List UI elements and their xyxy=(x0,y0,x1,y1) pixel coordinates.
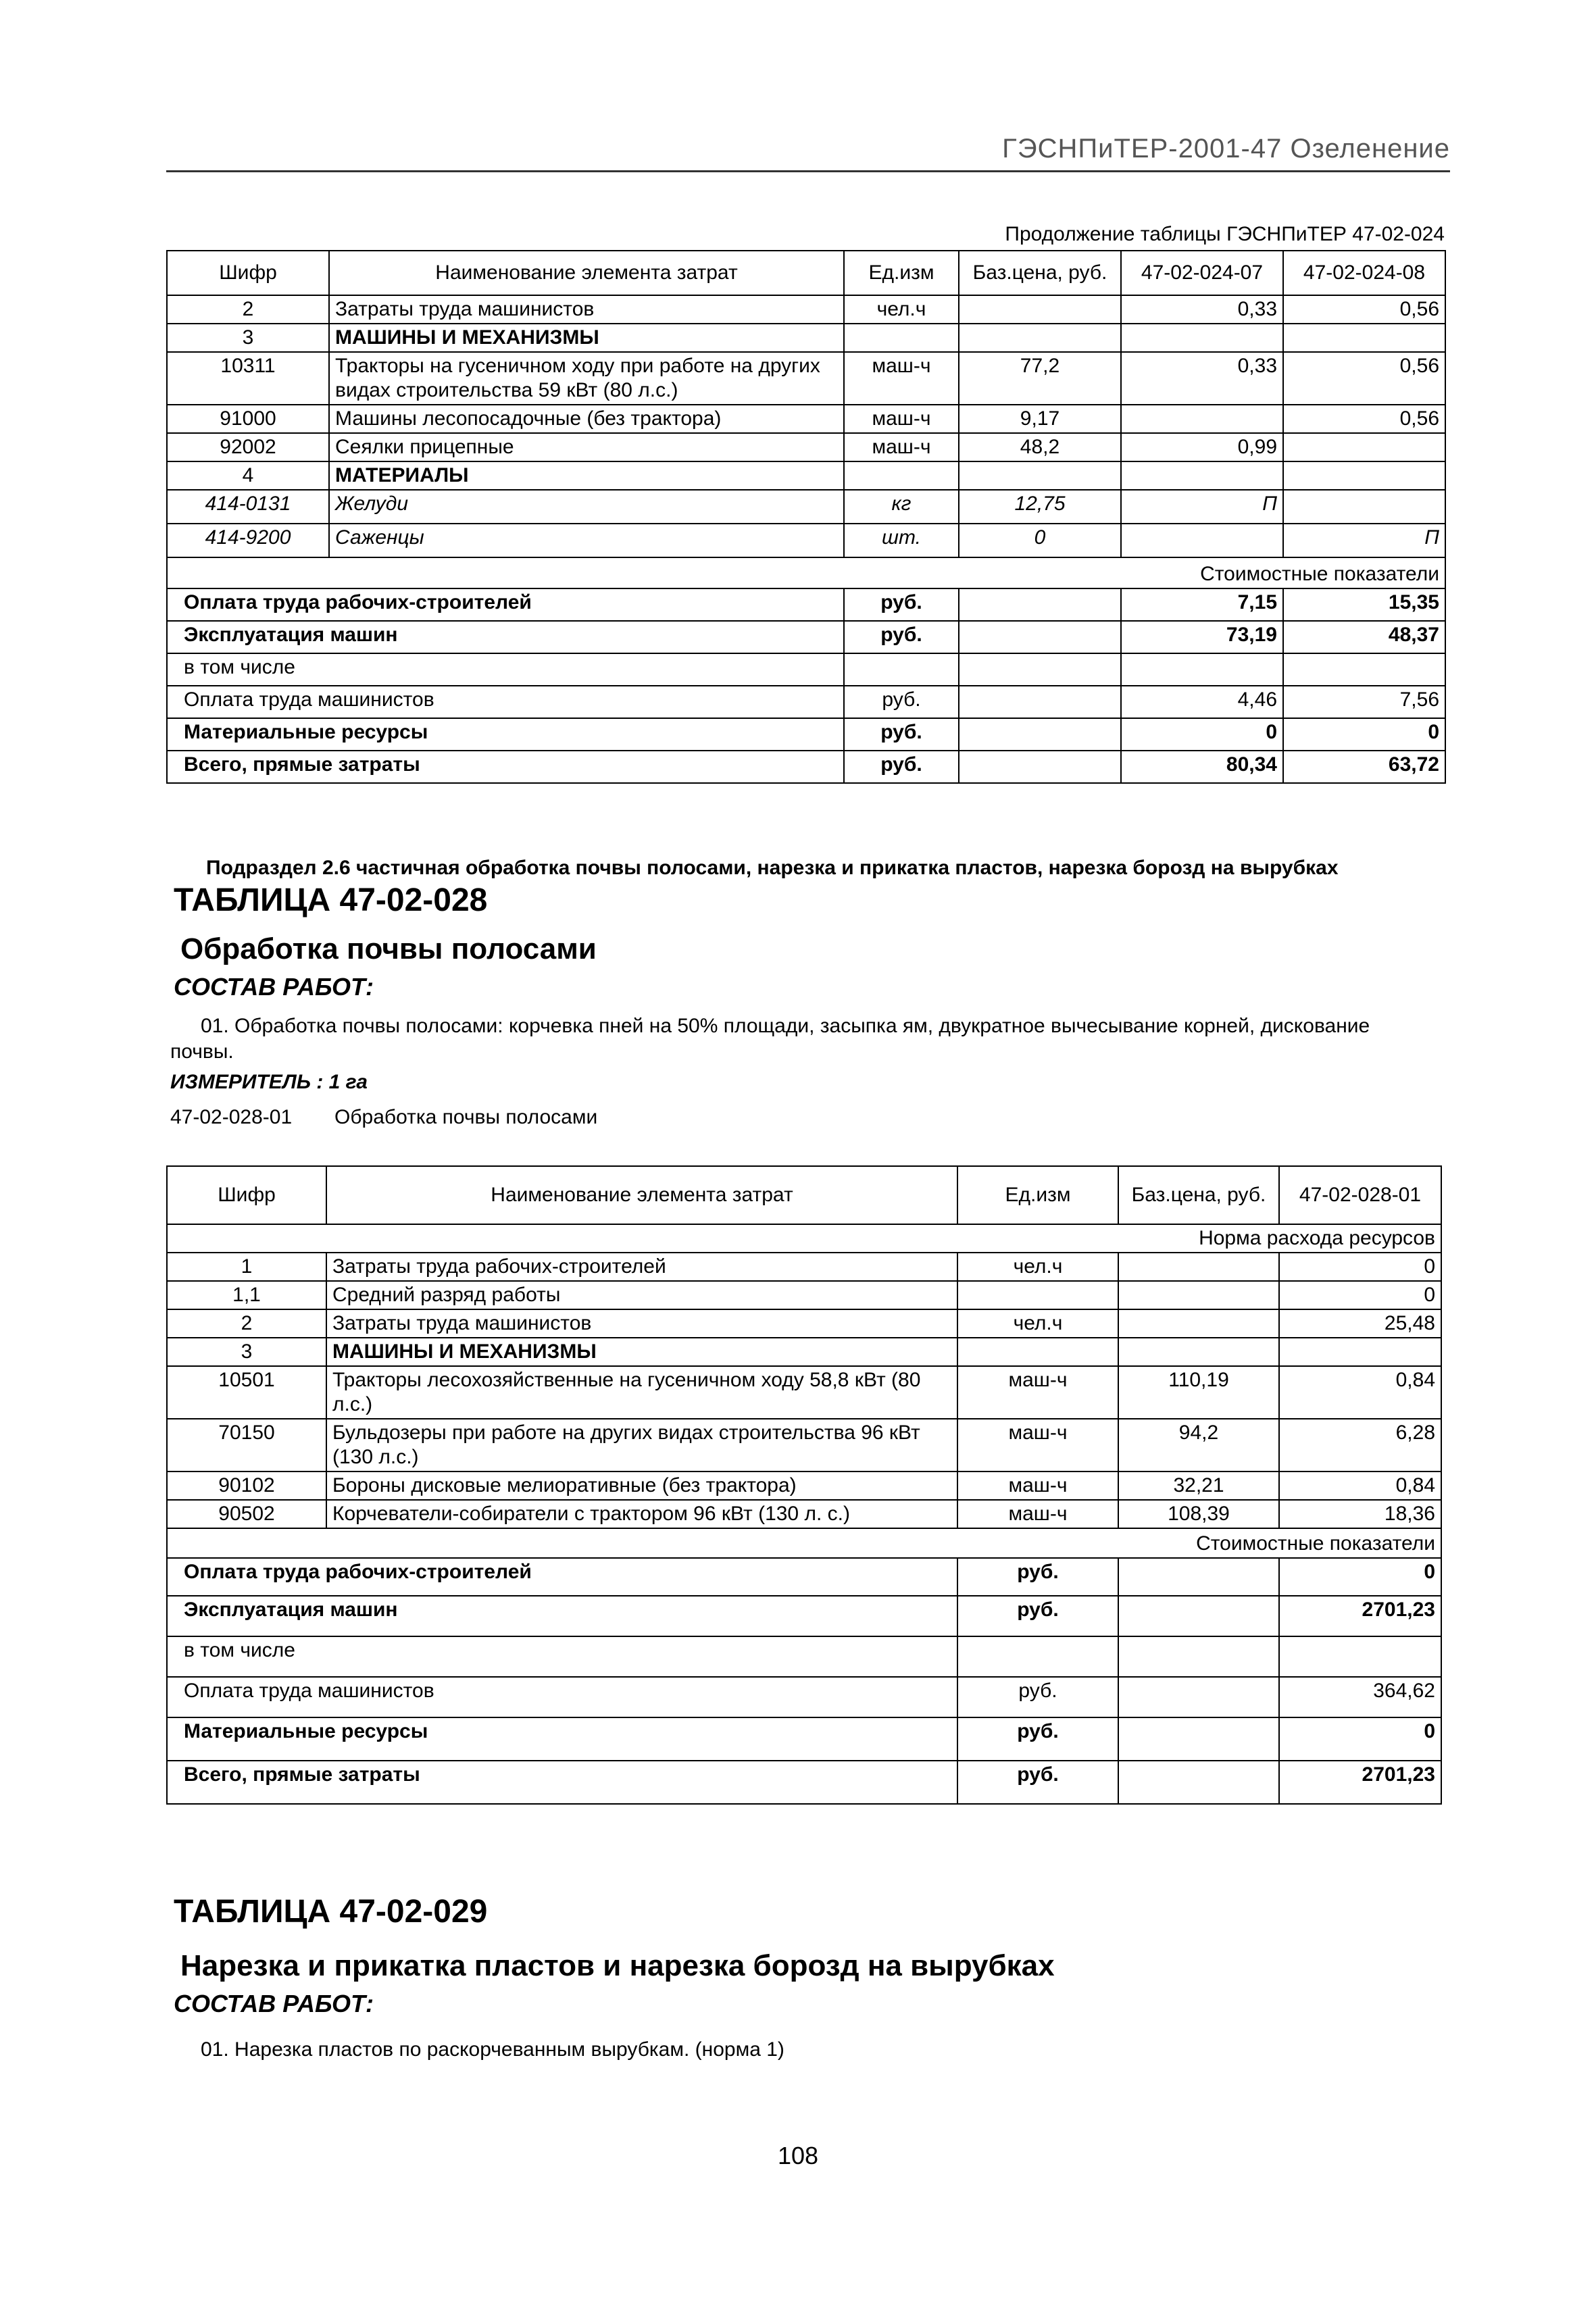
row-price: 48,2 xyxy=(959,433,1121,461)
row-name: Средний разряд работы xyxy=(326,1281,957,1309)
cost-name: Оплата труда рабочих-строителей xyxy=(167,588,844,621)
table-header-row xyxy=(167,251,1445,295)
row-name: МАШИНЫ И МЕХАНИЗМЫ xyxy=(329,324,844,352)
table-row xyxy=(167,1338,1441,1366)
row-unit: чел.ч xyxy=(844,295,959,324)
cost-unit: руб. xyxy=(957,1558,1118,1596)
cost-unit: руб. xyxy=(957,1596,1118,1636)
row-name: Желуди xyxy=(329,490,844,524)
row-name: МАШИНЫ И МЕХАНИЗМЫ xyxy=(326,1338,957,1366)
row-value xyxy=(1283,490,1445,524)
row-price: 108,39 xyxy=(1118,1500,1279,1528)
row-unit: кг xyxy=(844,490,959,524)
row-value: 0,33 xyxy=(1121,352,1283,405)
row-code: 91000 xyxy=(167,405,329,433)
norm-name: Обработка почвы полосами xyxy=(334,1106,598,1128)
row-price: 12,75 xyxy=(959,490,1121,524)
cost-name: Оплата труда машинистов xyxy=(167,1677,957,1717)
row-unit: маш-ч xyxy=(844,433,959,461)
row-unit: маш-ч xyxy=(957,1366,1118,1419)
norm-code: 47-02-028-01 xyxy=(170,1106,293,1128)
table-continuation-caption: Продолжение таблицы ГЭСНПиТЕР 47-02-024 xyxy=(1005,223,1445,245)
cost-row xyxy=(167,751,1445,783)
table-row xyxy=(167,1472,1441,1500)
row-price xyxy=(1118,1309,1279,1338)
row-value: 0,84 xyxy=(1279,1472,1441,1500)
row-unit: чел.ч xyxy=(957,1253,1118,1281)
row-name: МАТЕРИАЛЫ xyxy=(329,461,844,490)
cost-unit: руб. xyxy=(844,686,959,718)
col-header: Наименование элемента затрат xyxy=(329,251,844,295)
row-name: Сеялки прицепные xyxy=(329,433,844,461)
composition-label-2: СОСТАВ РАБОТ: xyxy=(174,1990,374,2017)
row-price: 9,17 xyxy=(959,405,1121,433)
row-unit: чел.ч xyxy=(957,1309,1118,1338)
table-row xyxy=(167,352,1445,405)
table-title: ТАБЛИЦА 47-02-028 xyxy=(174,882,488,918)
row-name: Затраты труда рабочих-строителей xyxy=(326,1253,957,1281)
col-header: 47-02-024-08 xyxy=(1283,251,1445,295)
cost-value: 73,19 xyxy=(1121,621,1283,653)
row-value: П xyxy=(1121,490,1283,524)
col-header: 47-02-024-07 xyxy=(1121,251,1283,295)
row-code: 414-0131 xyxy=(167,490,329,524)
row-price: 94,2 xyxy=(1118,1419,1279,1472)
cost-name: Всего, прямые затраты xyxy=(167,1761,957,1804)
table-row xyxy=(167,524,1445,557)
cost-row xyxy=(167,1558,1441,1596)
col-header: Баз.цена, руб. xyxy=(1118,1166,1279,1224)
row-name: Тракторы на гусеничном ходу при работе на других видах строительства 59 кВт (80 л.с.) xyxy=(329,352,844,405)
row-value: 0 xyxy=(1279,1253,1441,1281)
row-name: Бороны дисковые мелиоративные (без трактора) xyxy=(326,1472,957,1500)
table-row xyxy=(167,405,1445,433)
col-header: Наименование элемента затрат xyxy=(326,1166,957,1224)
table-name-2: Нарезка и прикатка пластов и нарезка борозд на вырубках xyxy=(180,1949,1055,1982)
cost-row xyxy=(167,1761,1441,1804)
cost-unit: руб. xyxy=(957,1717,1118,1761)
col-header: Баз.цена, руб. xyxy=(959,251,1121,295)
row-name: Машины лесопосадочные (без трактора) xyxy=(329,405,844,433)
row-value: 18,36 xyxy=(1279,1500,1441,1528)
row-code: 10311 xyxy=(167,352,329,405)
header-rule xyxy=(166,170,1450,172)
table-row xyxy=(167,295,1445,324)
cost-unit: руб. xyxy=(957,1677,1118,1717)
table-47-02-028 xyxy=(166,1165,1442,1805)
cost-unit: руб. xyxy=(844,751,959,783)
row-unit xyxy=(957,1281,1118,1309)
table-header-row xyxy=(167,1166,1441,1224)
measure-label: ИЗМЕРИТЕЛЬ : 1 га xyxy=(170,1071,368,1093)
cost-value: 7,15 xyxy=(1121,588,1283,621)
cost-value: 4,46 xyxy=(1121,686,1283,718)
cost-name: Материальные ресурсы xyxy=(167,1717,957,1761)
cost-row xyxy=(167,1717,1441,1761)
subsection-title: Подраздел 2.6 частичная обработка почвы полосами, нарезка и прикатка пластов, нарезка борозд на вырубках xyxy=(206,857,1339,879)
row-price: 110,19 xyxy=(1118,1366,1279,1419)
col-header: 47-02-028-01 xyxy=(1279,1166,1441,1224)
cost-value: 0 xyxy=(1279,1717,1441,1761)
col-header: Ед.изм xyxy=(957,1166,1118,1224)
cost-row xyxy=(167,621,1445,653)
table-name: Обработка почвы полосами xyxy=(180,932,597,965)
row-value: 0 xyxy=(1279,1281,1441,1309)
cost-unit: руб. xyxy=(844,621,959,653)
cost-value: 0 xyxy=(1283,718,1445,751)
cost-header: Стоимостные показатели xyxy=(167,1528,1441,1558)
row-unit: маш-ч xyxy=(957,1472,1118,1500)
row-unit: маш-ч xyxy=(957,1419,1118,1472)
row-value: П xyxy=(1283,524,1445,557)
cost-value: 15,35 xyxy=(1283,588,1445,621)
row-code: 92002 xyxy=(167,433,329,461)
cost-unit: руб. xyxy=(844,718,959,751)
table-row xyxy=(167,1500,1441,1528)
row-code: 1 xyxy=(167,1253,326,1281)
row-value: 25,48 xyxy=(1279,1309,1441,1338)
running-header: ГЭСНПиТЕР-2001-47 Озеленение xyxy=(1002,134,1450,164)
row-price: 77,2 xyxy=(959,352,1121,405)
cost-name: в том числе xyxy=(167,653,844,686)
cost-unit: руб. xyxy=(957,1761,1118,1804)
cost-value: 63,72 xyxy=(1283,751,1445,783)
row-code: 90502 xyxy=(167,1500,326,1528)
norm-header-row xyxy=(167,1224,1441,1253)
table-row xyxy=(167,1309,1441,1338)
cost-row xyxy=(167,1596,1441,1636)
row-code: 3 xyxy=(167,324,329,352)
row-code: 4 xyxy=(167,461,329,490)
cost-row xyxy=(167,686,1445,718)
cost-row xyxy=(167,588,1445,621)
row-name: Тракторы лесохозяйственные на гусеничном ходу 58,8 кВт (80 л.с.) xyxy=(326,1366,957,1419)
row-unit: маш-ч xyxy=(957,1500,1118,1528)
table-title-2: ТАБЛИЦА 47-02-029 xyxy=(174,1894,488,1930)
row-value: 0,56 xyxy=(1283,352,1445,405)
cost-value: 7,56 xyxy=(1283,686,1445,718)
row-price xyxy=(1118,1281,1279,1309)
cost-header-row xyxy=(167,557,1445,588)
row-price: 32,21 xyxy=(1118,1472,1279,1500)
row-code: 70150 xyxy=(167,1419,326,1472)
row-name: Затраты труда машинистов xyxy=(329,295,844,324)
row-value xyxy=(1121,405,1283,433)
row-code: 3 xyxy=(167,1338,326,1366)
table-row xyxy=(167,324,1445,352)
row-value: 0,99 xyxy=(1121,433,1283,461)
row-code: 10501 xyxy=(167,1366,326,1419)
composition-text-2: 01. Нарезка пластов по раскорчеванным вырубкам. (норма 1) xyxy=(201,2038,784,2061)
col-header: Шифр xyxy=(167,251,329,295)
cost-name: Оплата труда рабочих-строителей xyxy=(167,1558,957,1596)
table-row xyxy=(167,461,1445,490)
col-header: Ед.изм xyxy=(844,251,959,295)
cost-name: Эксплуатация машин xyxy=(167,621,844,653)
cost-name: Всего, прямые затраты xyxy=(167,751,844,783)
cost-value: 2701,23 xyxy=(1279,1596,1441,1636)
table-row xyxy=(167,433,1445,461)
row-price xyxy=(959,295,1121,324)
row-code: 90102 xyxy=(167,1472,326,1500)
row-price: 0 xyxy=(959,524,1121,557)
cost-value: 0 xyxy=(1279,1558,1441,1596)
norm-header: Норма расхода ресурсов xyxy=(167,1224,1441,1253)
cost-row xyxy=(167,1636,1441,1677)
row-code: 414-9200 xyxy=(167,524,329,557)
cost-unit: руб. xyxy=(844,588,959,621)
row-value: 6,28 xyxy=(1279,1419,1441,1472)
cost-value: 0 xyxy=(1121,718,1283,751)
cost-header-row xyxy=(167,1528,1441,1558)
col-header: Шифр xyxy=(167,1166,326,1224)
table-row xyxy=(167,1366,1441,1419)
cost-name: Оплата труда машинистов xyxy=(167,686,844,718)
row-name: Саженцы xyxy=(329,524,844,557)
composition-label: СОСТАВ РАБОТ: xyxy=(174,973,374,1001)
row-value: 0,33 xyxy=(1121,295,1283,324)
cost-row xyxy=(167,653,1445,686)
cost-name: Материальные ресурсы xyxy=(167,718,844,751)
row-value: 0,84 xyxy=(1279,1366,1441,1419)
row-unit: маш-ч xyxy=(844,352,959,405)
table-row xyxy=(167,1253,1441,1281)
cost-row xyxy=(167,718,1445,751)
cost-name: Эксплуатация машин xyxy=(167,1596,957,1636)
row-value xyxy=(1121,524,1283,557)
row-code: 2 xyxy=(167,1309,326,1338)
cost-row xyxy=(167,1677,1441,1717)
cost-value: 48,37 xyxy=(1283,621,1445,653)
row-name: Бульдозеры при работе на других видах строительства 96 кВт (130 л.с.) xyxy=(326,1419,957,1472)
row-value: 0,56 xyxy=(1283,405,1445,433)
row-code: 1,1 xyxy=(167,1281,326,1309)
row-price xyxy=(1118,1253,1279,1281)
cost-value: 364,62 xyxy=(1279,1677,1441,1717)
table-row xyxy=(167,1281,1441,1309)
cost-value: 80,34 xyxy=(1121,751,1283,783)
row-value: 0,56 xyxy=(1283,295,1445,324)
table-row xyxy=(167,1419,1441,1472)
row-unit: шт. xyxy=(844,524,959,557)
row-code: 2 xyxy=(167,295,329,324)
composition-text-cont: почвы. xyxy=(170,1040,234,1063)
table-47-02-024 xyxy=(166,250,1446,784)
composition-text: 01. Обработка почвы полосами: корчевка пней на 50% площади, засыпка ям, двукратное вычесывание корней, дискование xyxy=(201,1015,1370,1037)
row-unit: маш-ч xyxy=(844,405,959,433)
page-number: 108 xyxy=(777,2142,819,2169)
row-value xyxy=(1283,433,1445,461)
row-name: Затраты труда машинистов xyxy=(326,1309,957,1338)
table-row xyxy=(167,490,1445,524)
cost-name: в том числе xyxy=(167,1636,957,1677)
cost-header: Стоимостные показатели xyxy=(167,557,1445,588)
row-name: Корчеватели-собиратели с трактором 96 кВт (130 л. с.) xyxy=(326,1500,957,1528)
cost-value: 2701,23 xyxy=(1279,1761,1441,1804)
